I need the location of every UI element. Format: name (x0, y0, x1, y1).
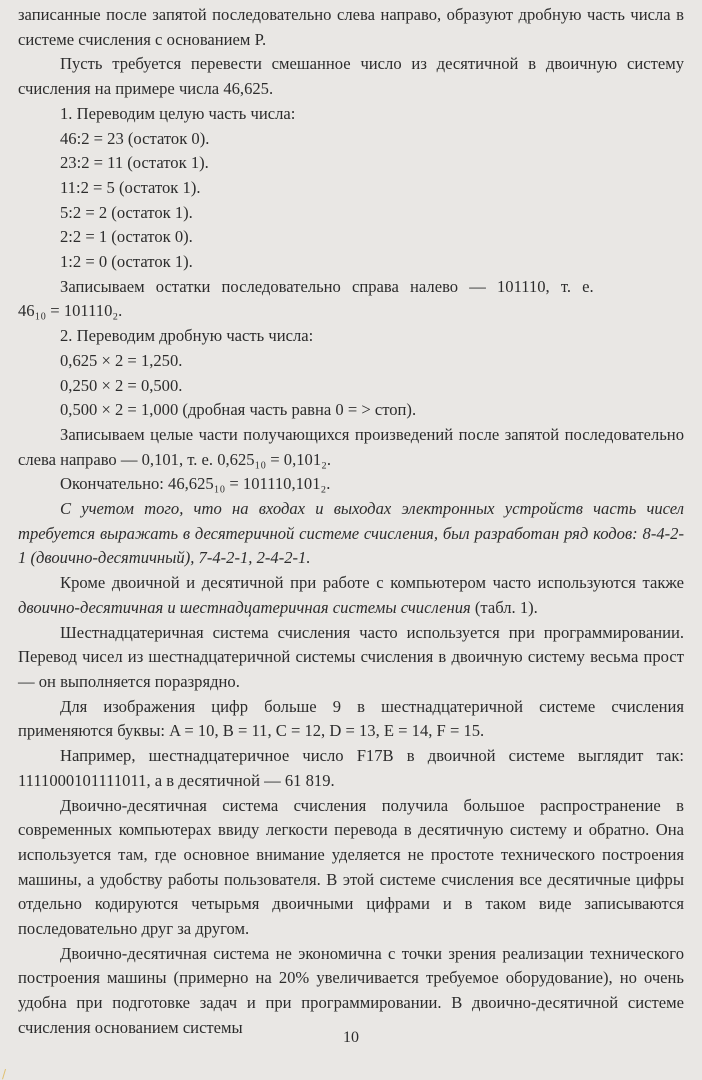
codes-paragraph-text: С учетом того, что на входах и выходах электронных устройств часть чисел требуется выражать в десятеричной системе счисления, был разработан ряд кодов: 8-4-2-1 (двоично-десятичный), 7-4-2-1, 2-4-2-1. (18, 499, 684, 568)
hex-example-paragraph: Например, шестнадцатеричное число F17B в двоичной системе выглядит так: 1111000101111011, а в десятичной — 61 819. (18, 746, 684, 790)
division-line: 2:2 = 1 (остаток 0). (60, 227, 193, 247)
paragraph-continued: записанные после запятой последовательно слева направо, образуют дробную часть числа в системе счисления с основанием P. (18, 5, 684, 49)
step-integer-heading: 1. Переводим целую часть числа: (60, 103, 296, 123)
hex-paragraph: Шестнадцатеричная система счисления часто используется при программировании. Перевод чисел из шестнадцатеричной системы счисления в двоичную систему весьма прост — он выполняется поразрядно. (18, 622, 684, 691)
multiplication-line: 0,250 × 2 = 0,500. (60, 375, 183, 395)
step-fraction-heading: 2. Переводим дробную часть числа: (60, 326, 314, 346)
page-number: 10 (343, 1029, 359, 1046)
integer-result: 46₁₀ = 101110₂. (18, 301, 123, 321)
division-line: 5:2 = 2 (остаток 1). (60, 202, 193, 222)
remainders-sentence: Записываем остатки последовательно справа налево — 101110, т. е. (60, 276, 594, 296)
paragraph-example-intro: Пусть требуется перевести смешанное число из десятичной в двоичную систему счисления на примере числа 46,625. (18, 54, 684, 99)
integer-parts-sentence: Записываем целые части получающихся произведений после запятой последовательно слева направо — 0,101, т. е. 0,625₁₀ = 0,101₂. (18, 424, 684, 469)
multiplication-line: 0,500 × 2 = 1,000 (дробная часть равна 0 = > стоп). (60, 400, 417, 420)
division-line: 23:2 = 11 (остаток 1). (60, 153, 209, 173)
other-systems-paragraph (18, 571, 684, 620)
codes-paragraph (18, 497, 684, 571)
page-text (18, 3, 684, 1041)
table-reference: (табл. 1). (474, 597, 538, 617)
bcd-paragraph: Двоично-десятичная система счисления получила большое распространение в современных компьютерах ввиду легкости перевода в десятичную систему и обратно. Она используется там, где основное внимание уделяется не простоте технического построения машины, а удобству работы пользователя. В этой системе счисления все десятичные цифры отдельно кодируются четырьмя двоичными цифрами и в таком виде записываются последовательно друг за другом. (18, 795, 684, 939)
final-result: Окончательно: 46,625₁₀ = 101110,101₂. (60, 474, 331, 494)
hex-letters-paragraph: Для изображения цифр больше 9 в шестнадцатеричной системе счисления применяются буквы: A = 10, B = 11, C = 12, D = 13, E = 14, F = 15. (18, 696, 684, 741)
multiplication-line: 0,625 × 2 = 1,250. (60, 350, 183, 370)
division-line: 11:2 = 5 (остаток 1). (60, 177, 201, 197)
corner-fold-mark: / (2, 1067, 7, 1080)
other-systems-emphasis: двоично-десятичная и шестнадцатеричная системы счисления (18, 597, 471, 617)
division-line: 46:2 = 23 (остаток 0). (60, 128, 210, 148)
division-line: 1:2 = 0 (остаток 1). (60, 252, 193, 272)
other-systems-text: Кроме двоичной и десятичной при работе с компьютером часто используются также (60, 573, 684, 593)
bcd-economy-paragraph: Двоично-десятичная система не экономична с точки зрения реализации технического построения машины (примерно на 20% увеличивается требуемое оборудование), но очень удобна при подготовке задач и при программировании. В двоично-десятичной системе счисления основанием системы (18, 943, 684, 1037)
